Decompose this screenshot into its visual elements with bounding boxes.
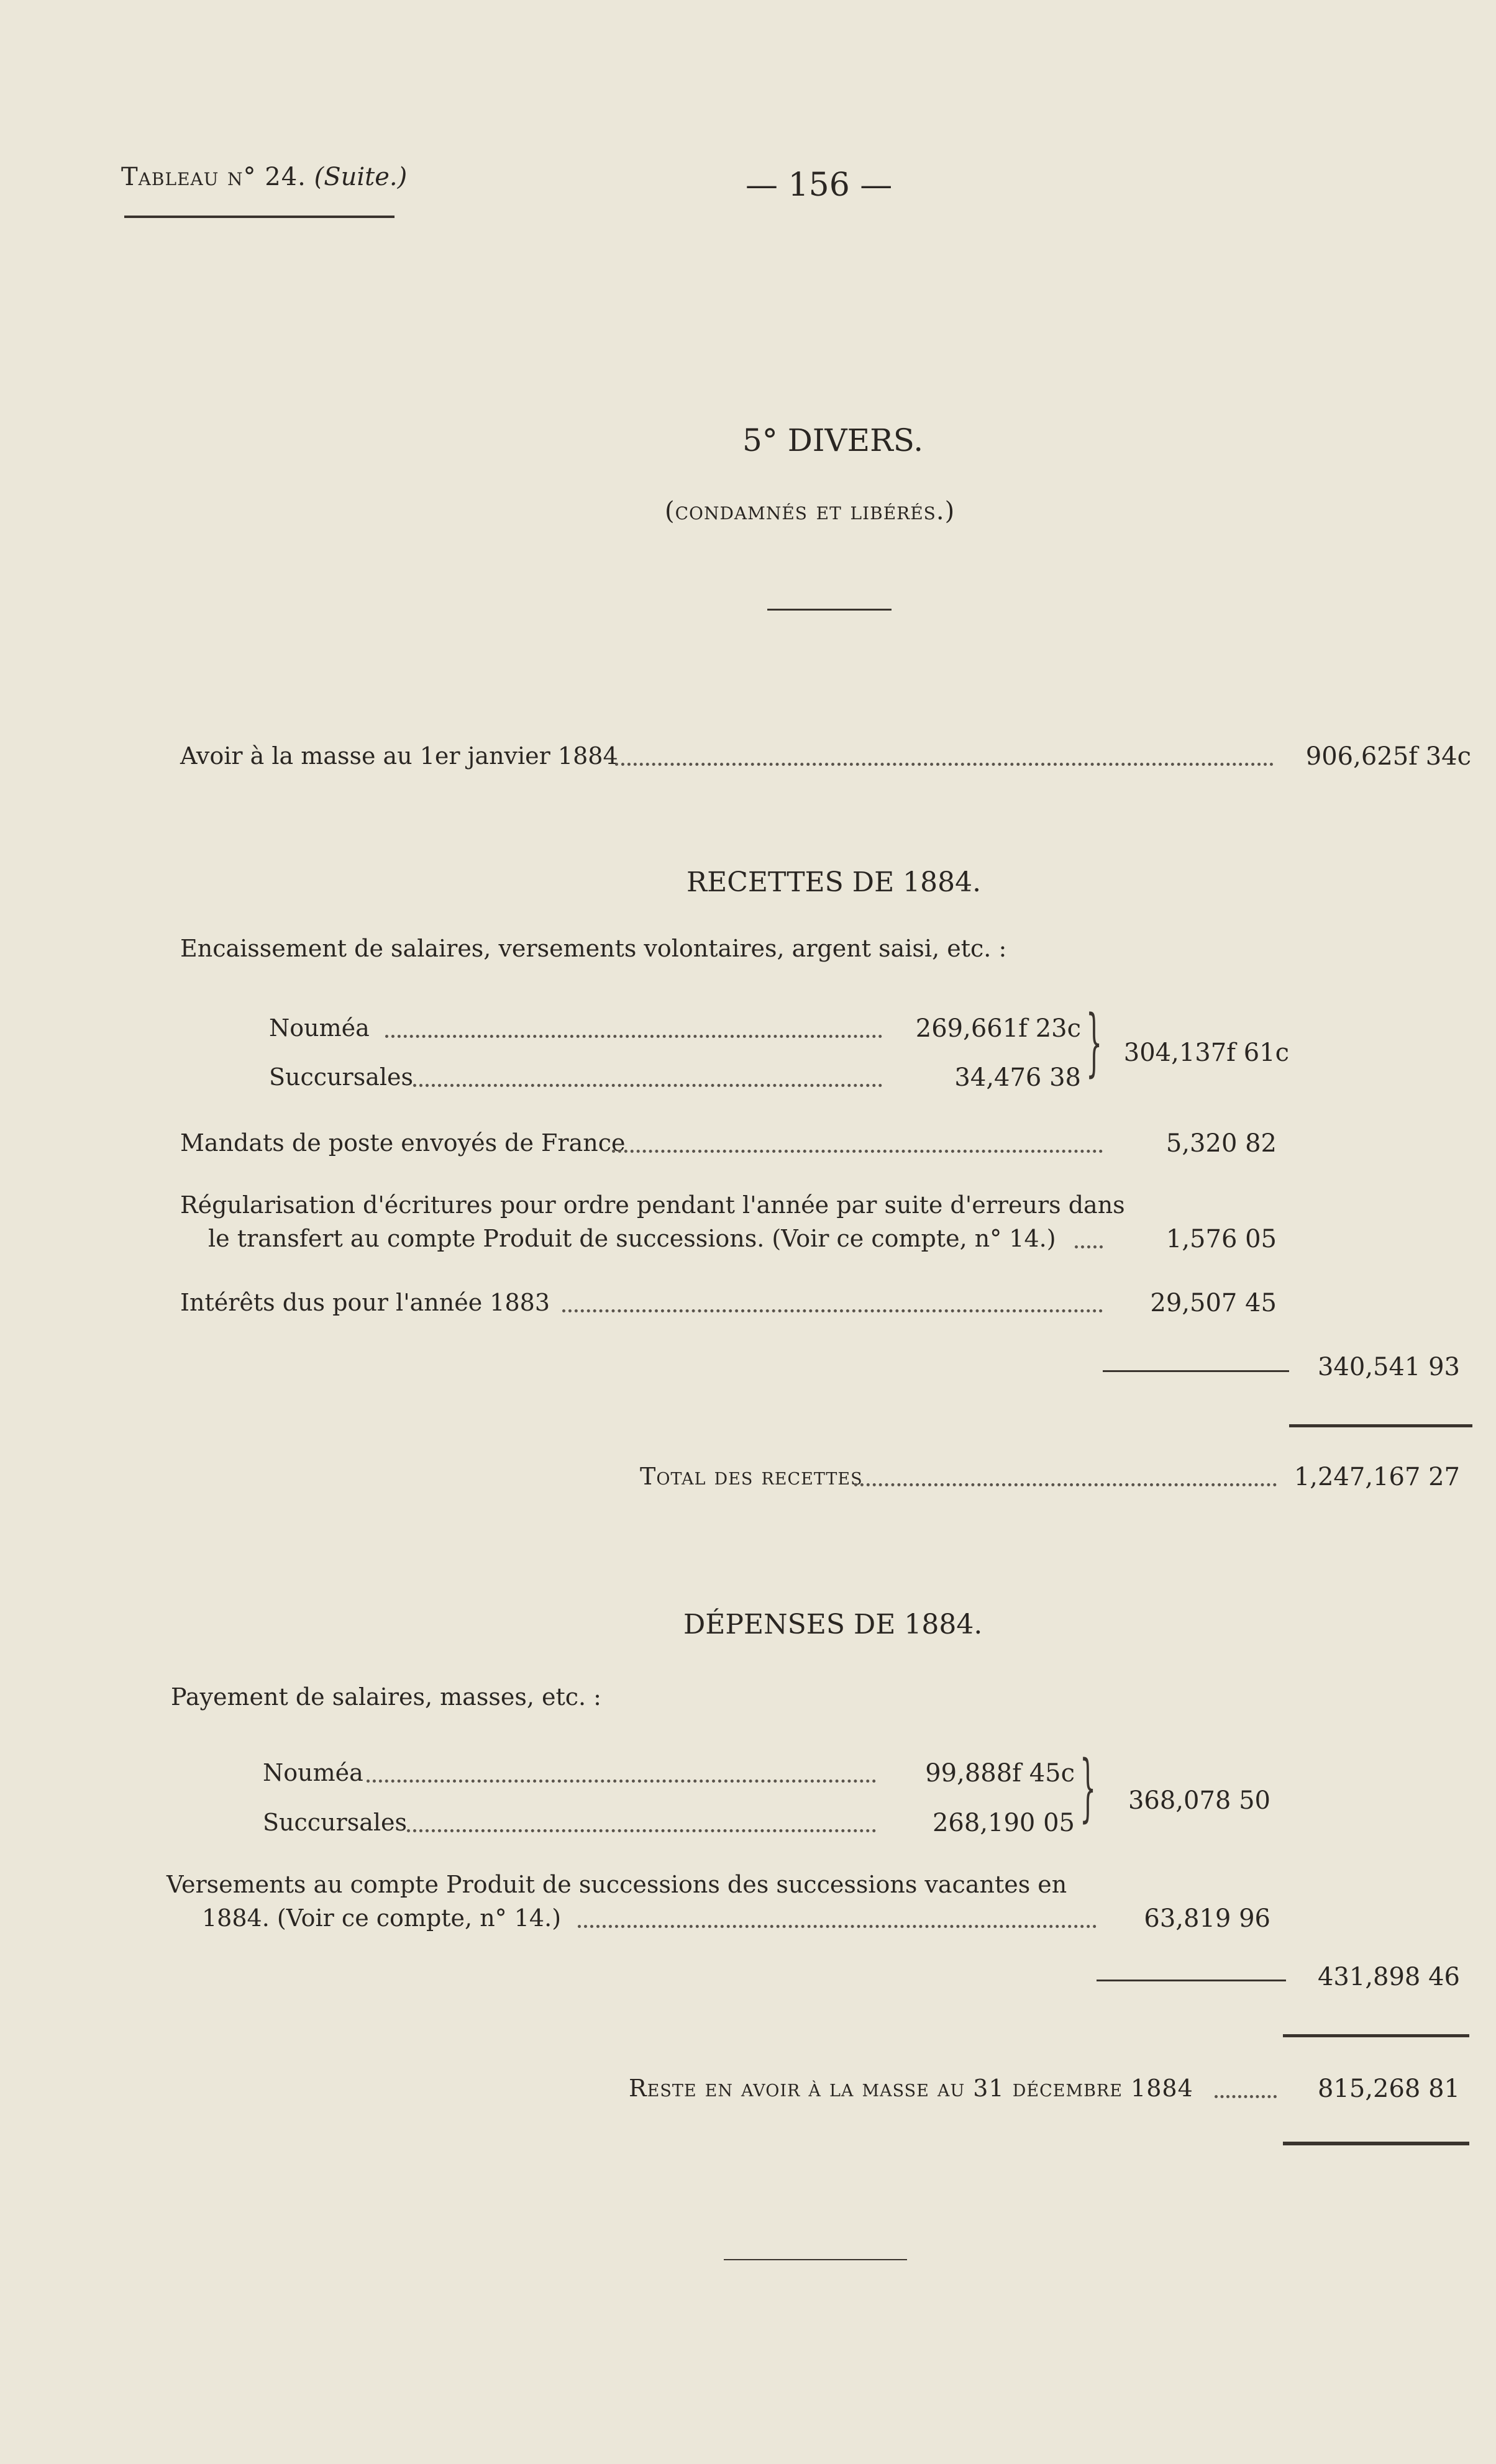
expenses-noumea-leader (367, 1780, 876, 1783)
regularisation-line1: Régularisation d'écritures pour ordre pendant l'année par suite d'erreurs dans (180, 1191, 1125, 1219)
regularisation-leader (1075, 1245, 1103, 1248)
receipts-subtotal-rule (1103, 1370, 1289, 1372)
regularisation-amount: 1,576 05 (1165, 1225, 1277, 1253)
receipts-noumea-leader (385, 1035, 882, 1038)
versements-amount: 63,819 96 (1144, 1904, 1270, 1933)
receipts-succursales-amount: 34,476 38 (954, 1063, 1081, 1092)
expenses-succursales-amount: 268,190 05 (932, 1809, 1075, 1837)
expenses-succursales-leader (407, 1829, 876, 1832)
expenses-heading: DÉPENSES DE 1884. (683, 1609, 983, 1640)
closing-amount: 815,268 81 (1317, 2075, 1460, 2103)
mandats-label: Mandats de poste envoyés de France (180, 1129, 626, 1157)
receipts-total-rule (1289, 1424, 1472, 1427)
end-divider (724, 2259, 907, 2260)
opening-amount: 906,625f 34c (1305, 742, 1471, 771)
expenses-group-label: Payement de salaires, masses, etc. : (171, 1683, 601, 1711)
expenses-subtotal: 431,898 46 (1317, 1963, 1460, 1991)
receipts-group-total: 304,137f 61c (1123, 1039, 1289, 1067)
interets-amount: 29,507 45 (1150, 1289, 1277, 1317)
header-underline (124, 216, 395, 218)
mandats-amount: 5,320 82 (1165, 1129, 1277, 1158)
expenses-noumea-label: Nouméa (263, 1759, 363, 1786)
closing-bottom-rule (1283, 2142, 1469, 2145)
section-title: 5° DIVERS. (742, 422, 924, 458)
receipts-heading: RECETTES DE 1884. (686, 866, 982, 898)
receipts-group-label: Encaissement de salaires, versements volontaires, argent saisi, etc. : (180, 935, 1007, 962)
receipts-total-amount: 1,247,167 27 (1293, 1463, 1460, 1491)
regularisation-line2: le transfert au compte Produit de successions. (Voir ce compte, n° 14.) (208, 1225, 1056, 1252)
receipts-total-label: Total des recettes (640, 1463, 863, 1490)
interets-leader (562, 1309, 1103, 1312)
table-ref-text: Tableau n° 24. (121, 163, 306, 191)
receipts-group-brace: } (1086, 999, 1103, 1084)
opening-label: Avoir à la masse au 1er janvier 1884 (180, 742, 618, 770)
expenses-subtotal-rule (1097, 1980, 1286, 1981)
versements-line2: 1884. (Voir ce compte, n° 14.) (202, 1904, 562, 1932)
receipts-subtotal: 340,541 93 (1317, 1353, 1460, 1381)
expenses-noumea-amount: 99,888f 45c (925, 1759, 1075, 1788)
section-subtitle: (condamnés et libérés.) (665, 497, 956, 525)
closing-top-rule (1283, 2034, 1469, 2037)
mandats-leader (612, 1150, 1103, 1153)
closing-label-text: Reste en avoir à la masse au 31 décembre 1884 (629, 2075, 1193, 2102)
receipts-succursales-leader (413, 1084, 882, 1087)
section-divider (767, 609, 892, 611)
closing-label (629, 2075, 1193, 2102)
receipts-succursales-label: Succursales (269, 1063, 414, 1091)
closing-leader (1215, 2095, 1277, 2098)
receipts-total-leader (854, 1483, 1277, 1486)
page-number: — 156 — (746, 166, 893, 204)
versements-line1: Versements au compte Produit de successions des successions vacantes en (166, 1871, 1067, 1898)
versements-leader (578, 1925, 1097, 1928)
receipts-noumea-amount: 269,661f 23c (915, 1014, 1081, 1043)
expenses-group-total: 368,078 50 (1128, 1786, 1270, 1815)
receipts-noumea-label: Nouméa (269, 1014, 370, 1042)
expenses-succursales-label: Succursales (263, 1809, 408, 1836)
table-reference (121, 163, 407, 191)
expenses-group-brace: } (1080, 1744, 1097, 1830)
interets-label: Intérêts dus pour l'année 1883 (180, 1289, 550, 1316)
table-suite-text: (Suite.) (314, 163, 408, 191)
opening-leader (615, 763, 1274, 766)
